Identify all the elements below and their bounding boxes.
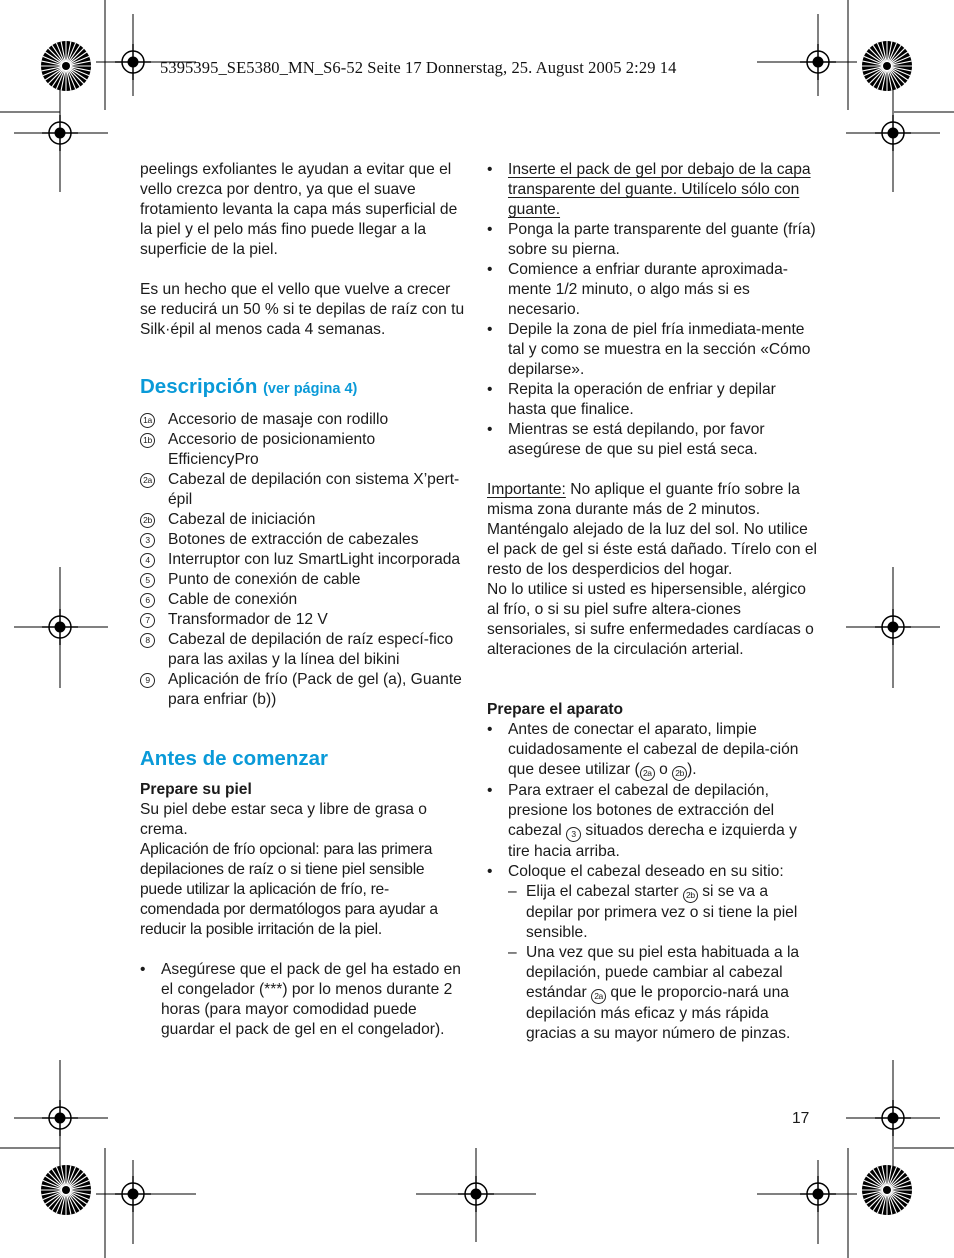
description-heading (140, 374, 466, 402)
right-column (487, 160, 817, 1044)
list-item: 9 Aplicación de frío (Pack de gel (a), Guante para enfriar (b)) (140, 670, 466, 710)
list-item: • Coloque el cabezal deseado en su sitio: – Elija el cabezal starter 2b si se va a depilar por primera vez o si tiene la piel sensible. – Una vez que su piel esta habituada a la depilación, puede cambiar al cabezal estándar 2a que le proporcio-nará una depilación más eficaz y más rápida gracias a su mayor número de pinzas. (487, 862, 817, 1044)
list-item: 7 Transformador de 12 V (140, 610, 466, 630)
important-label: Importante: (487, 481, 566, 498)
list-item: • Para extraer el cabezal de depilación, presione los botones de extracción del cabezal 3 situados derecha e izquierda y tire hacia arriba. (487, 781, 817, 862)
description-page-ref: (ver página 4) (263, 381, 358, 397)
prepare-device-steps (487, 720, 817, 1044)
intro-paragraph-1: peelings exfoliantes le ayudan a evitar que el vello crezca por dentro, ya que el suave frotamiento levanta la capa más superficial de la piel y el pelo más fino puede llegar a la superficie de la piel. (140, 161, 458, 258)
description-title: Descripción (140, 375, 258, 398)
head-choice-list (508, 882, 817, 1044)
list-item: – Elija el cabezal starter 2b si se va a depilar por primera vez o si tiene la piel sensible. (508, 882, 817, 943)
skin-paragraph-1: Su piel debe estar seca y libre de grasa o crema. (140, 801, 427, 838)
skin-paragraph-2: Aplicación de frío opcional: para las primera depilaciones de raíz o si tiene piel sensible puede utilizar la aplicación de frío, re-comendada por dermatólogos para ayudar a reducir la posible irritación de la piel. (140, 841, 438, 938)
list-item: • Comience a enfriar durante aproximada-mente 1/2 minuto, o algo más si es necesario. (487, 260, 817, 320)
list-item: 1a Accesorio de masaje con rodillo (140, 410, 466, 430)
prepare-device-heading: Prepare el aparato (487, 701, 624, 718)
list-item: 1b Accesorio de posicionamiento EfficiencyPro (140, 430, 466, 470)
list-item: • Asegúrese que el pack de gel ha estado en el congelador (***) por lo menos durante 2 horas (para mayor comodidad puede guardar el pack de gel en el congelador). (140, 960, 466, 1040)
list-item: 2b Cabezal de iniciación (140, 510, 466, 530)
before-start-heading: Antes de comenzar (140, 747, 328, 770)
left-column (140, 160, 466, 1040)
list-item: 4 Interruptor con luz SmartLight incorporada (140, 550, 466, 570)
prepare-skin-heading: Prepare su piel (140, 781, 252, 798)
list-item: 5 Punto de conexión de cable (140, 570, 466, 590)
cold-application-steps (487, 160, 817, 460)
parts-list (140, 410, 466, 710)
intro-paragraph-2: Es un hecho que el vello que vuelve a crecer se reducirá un 50 % si te depilas de raíz con tu Silk·épil al menos cada 4 semanas. (140, 281, 465, 338)
list-item: • Ponga la parte transparente del guante (fría) sobre su pierna. (487, 220, 817, 260)
list-item: 3 Botones de extracción de cabezales (140, 530, 466, 550)
list-item: 2a Cabezal de depilación con sistema X’pert-épil (140, 470, 466, 510)
important-paragraph: Importante: No aplique el guante frío sobre la misma zona durante más de 2 minutos. Manténgalo alejado de la luz del sol. No utilice el pack de gel si éste está dañado. Tírelo con el resto de los desperdicios del hogar. (487, 481, 817, 578)
print-slug: 5395395_SE5380_MN_S6-52 Seite 17 Donnerstag, 25. August 2005 2:29 14 (160, 58, 677, 77)
page-number: 17 (792, 1110, 810, 1127)
list-item: • Inserte el pack de gel por debajo de la capa transparente del guante. Utilícelo sólo con guante. (487, 160, 817, 220)
important-paragraph-2: No lo utilice si usted es hipersensible, alérgico al frío, o si su piel sufre altera-ciones sensoriales, si sufre enfermedades cardíacas o alteraciones de la circulación arterial. (487, 581, 814, 658)
gel-bullet-list (140, 960, 466, 1040)
list-item: • Mientras se está depilando, por favor asegúrese de que su piel está seca. (487, 420, 817, 460)
list-item: • Repita la operación de enfriar y depilar hasta que finalice. (487, 380, 817, 420)
list-item: • Depile la zona de piel fría inmediata-mente tal y como se muestra en la sección «Cómo depilarse». (487, 320, 817, 380)
list-item: • Antes de conectar el aparato, limpie cuidadosamente el cabezal de depila-ción que desee utilizar ( 2a o 2b ). (487, 720, 817, 781)
list-item: 6 Cable de conexión (140, 590, 466, 610)
list-item: – Una vez que su piel esta habituada a la depilación, puede cambiar al cabezal estándar 2a que le proporcio-nará una depilación más eficaz y más rápida gracias a su mayor número de pinzas. (508, 943, 817, 1044)
list-item: 8 Cabezal de depilación de raíz especí-fico para las axilas y la línea del bikini (140, 630, 466, 670)
